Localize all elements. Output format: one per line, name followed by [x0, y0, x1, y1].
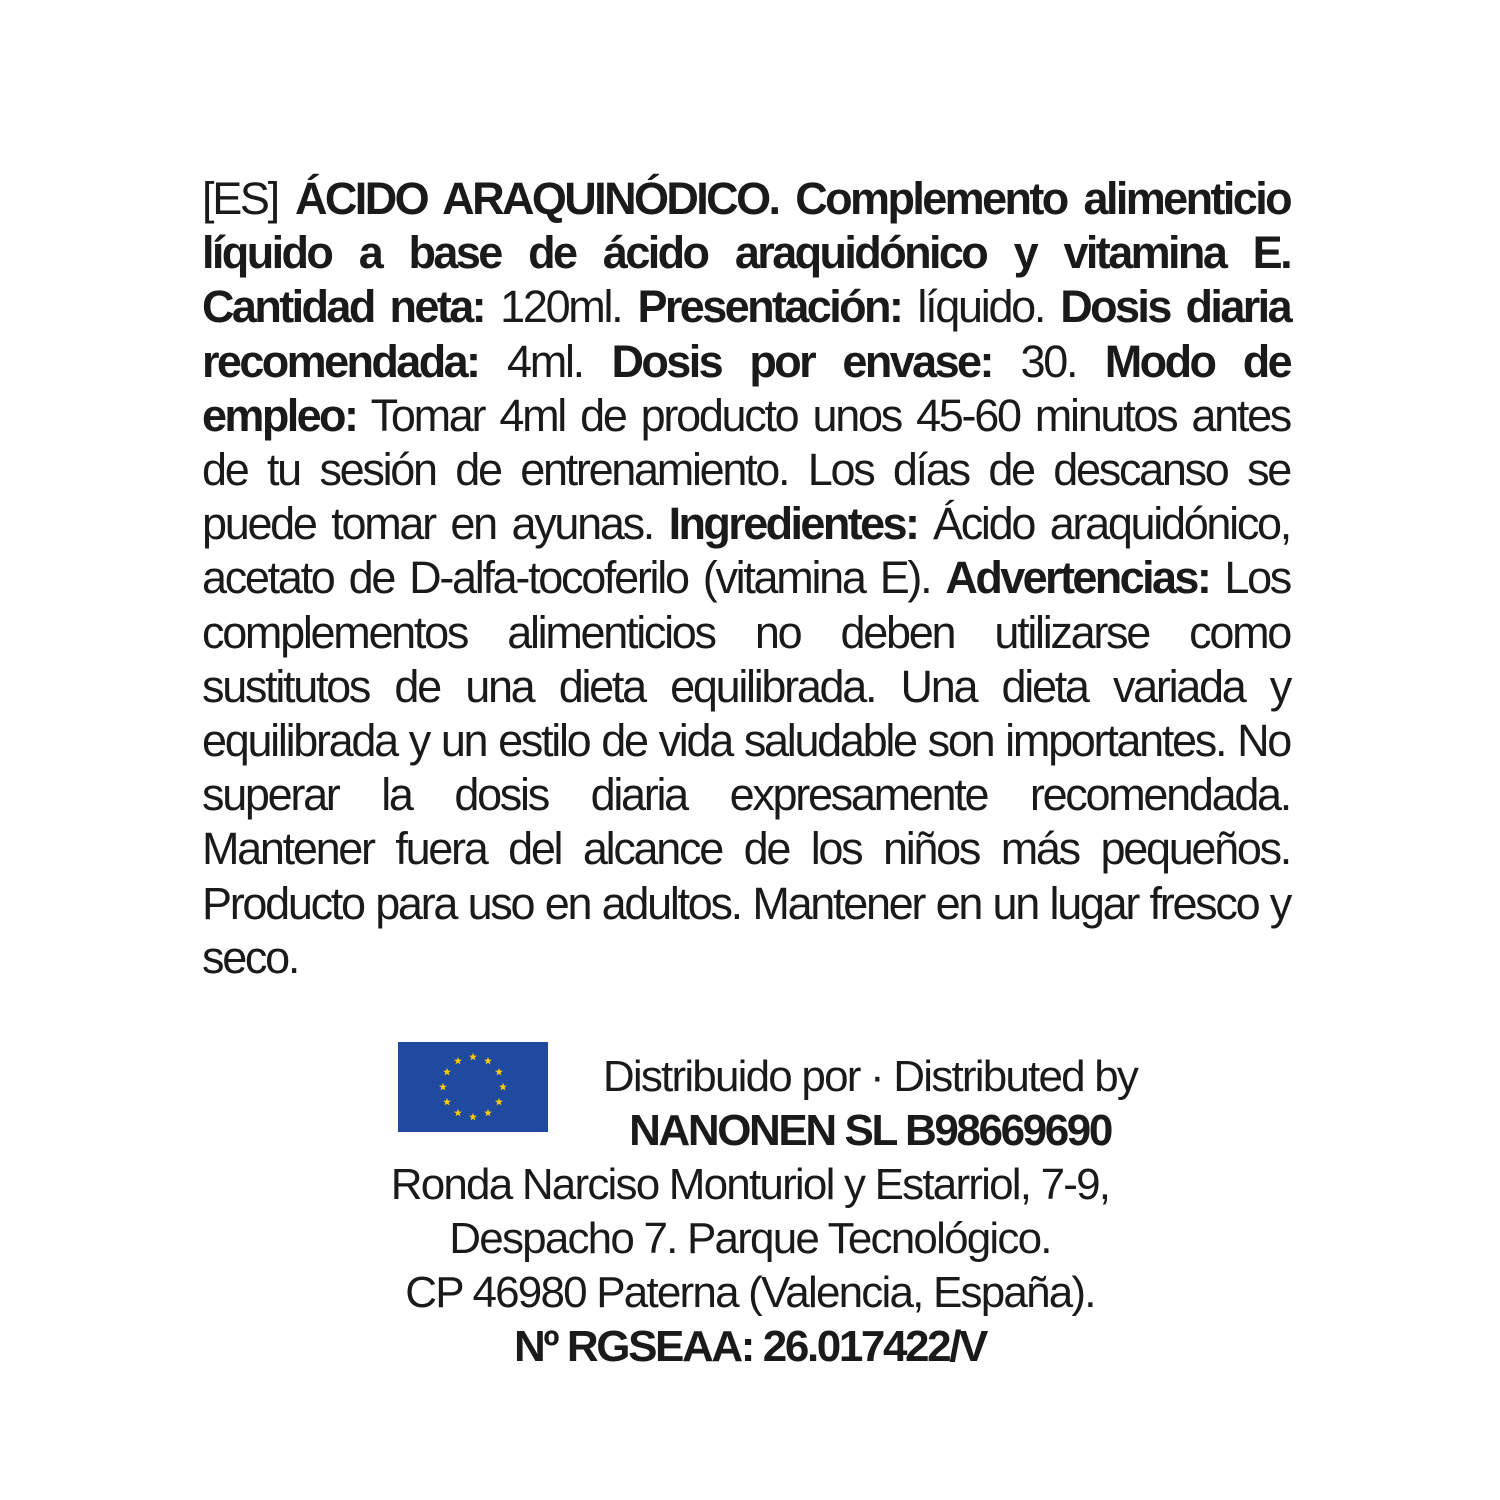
seg-8: 30.	[991, 335, 1105, 387]
seg-3: Presentación:	[637, 281, 902, 333]
seg-14: Los complementos alimenticios no deben utilizarse como sustitutos de una dieta equilibrada. Una dieta variada y equilibrada y un estilo de vida saludable son importantes. No superar la dosis diaria expresamente recomendada. Mantener fuera del alcance de los niños más pequeños. Producto para uso en adultos. Mantener en un lugar fresco y seco.	[202, 552, 1290, 983]
distributor-heading: Distribuido por · Distributed by	[602, 1052, 1138, 1101]
address-line-1: Ronda Narciso Monturiol y Estarriol, 7-9,	[390, 1160, 1110, 1209]
seg-6: 4ml.	[478, 335, 612, 387]
label-text	[202, 172, 1290, 985]
address-line-2: Despacho 7. Parque Tecnológico.	[449, 1214, 1051, 1263]
address-line-3: CP 46980 Paterna (Valencia, España).	[405, 1268, 1095, 1317]
company-name: NANONEN SL B98669690	[629, 1106, 1111, 1155]
seg-9: Modo de empleo:	[202, 335, 1291, 441]
seg-2: 120ml.	[484, 281, 638, 333]
seg-0: [ES]	[202, 173, 295, 224]
seg-1: ÁCIDO ARAQUINÓDICO. Complemento alimenticio líquido a base de ácido araquidónico y vitamina E. Cantidad neta:	[202, 173, 1290, 333]
seg-11: Ingredientes:	[668, 498, 918, 550]
seg-10: Tomar 4ml de producto unos 45-60 minutos antes de tu sesión de entrenamiento. Los días de descanso se puede tomar en ayunas.	[202, 389, 1290, 550]
distributor-block	[300, 1050, 1200, 1374]
registry-number: Nº RGSEAA: 26.017422/V	[514, 1322, 986, 1371]
seg-13: Advertencias:	[945, 552, 1210, 604]
seg-7: Dosis por envase:	[611, 335, 992, 387]
seg-4: líquido.	[901, 281, 1061, 333]
seg-12: Ácido araquidónico, acetato de D-alfa-tocoferilo (vitamina E).	[202, 498, 1290, 604]
seg-5: Dosis diaria recomendada:	[202, 281, 1290, 387]
